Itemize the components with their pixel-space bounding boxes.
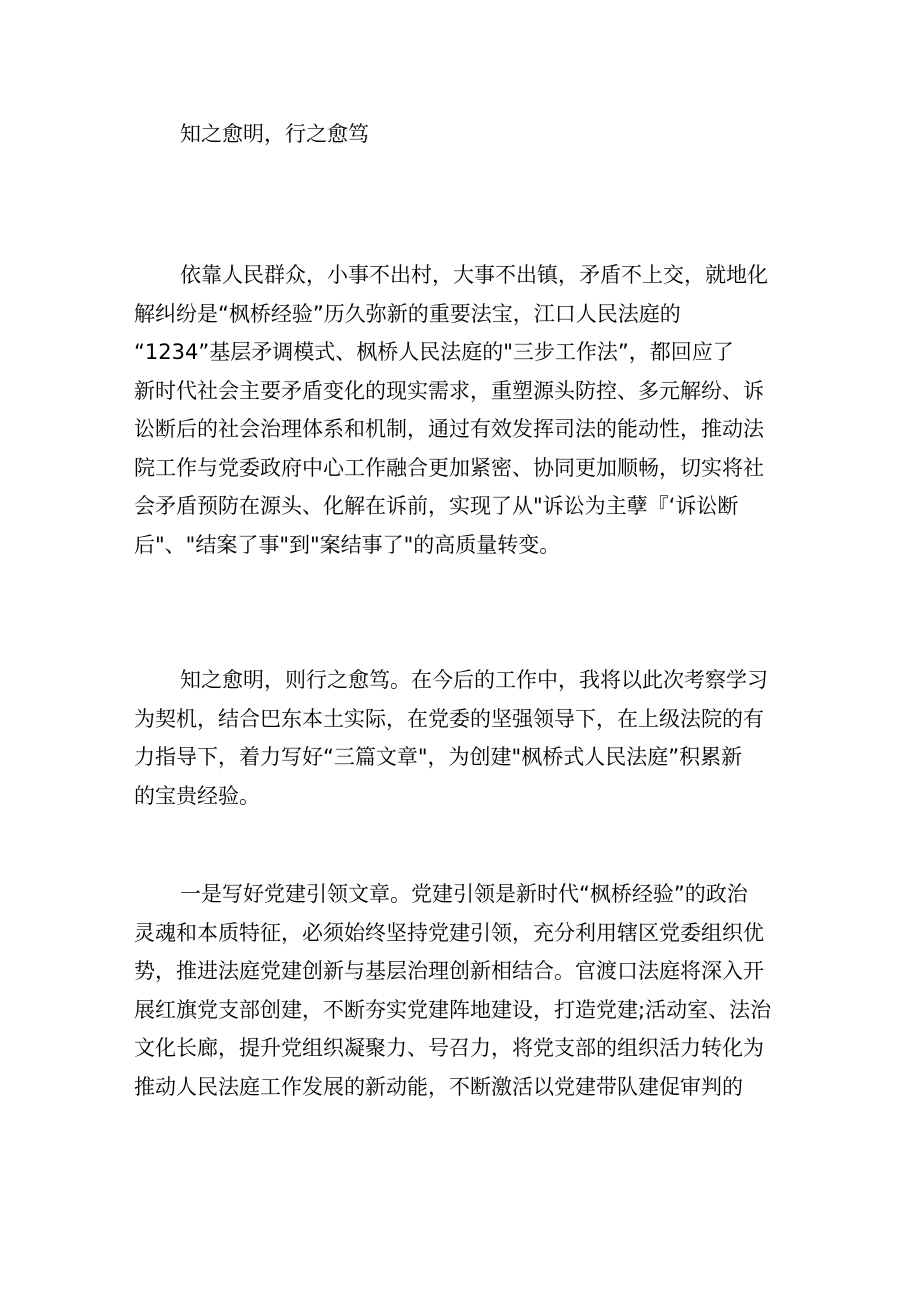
text-line: 会矛盾预防在源头、化解在诉前，实现了从"诉讼为主孽『‘诉讼断: [134, 494, 739, 518]
text-line: 展红旗党支部创建，不断夯实党建阵地建设，打造党建;活动室、法治: [134, 997, 772, 1022]
text-line: 新时代社会主要矛盾变化的现实需求，重塑源头防控、多元解纷、诉: [134, 378, 764, 403]
text-line: 依靠人民群众，小事不出村，大事不出镇，矛盾不上交，就地化: [180, 263, 768, 287]
text-line: “1234”基层矛调模式、枫桥人民法庭的"三步工作法”，都回应了: [134, 340, 734, 364]
paragraph-1: [134, 256, 814, 564]
text-line: 灵魂和本质特征，必须始终坚持党建引领，充分利用辖区党委组织优: [134, 920, 764, 945]
text-line: 后"、"结案了事"到"案结事了"的高质量转变。: [134, 532, 561, 557]
paragraph-3: [134, 875, 814, 1106]
text-line: 推动人民法庭工作发展的新动能，不断激活以党建带队建促审判的: [134, 1074, 743, 1099]
text-line: 知之愈明，则行之愈笃。在今后的工作中，我将以此次考察学习: [180, 668, 768, 692]
text-line: 文化长廊，提升党组织凝聚力、号召力，将党支部的组织活力转化为: [134, 1036, 764, 1060]
text-line: 院工作与党委政府中心工作融合更加紧密、协同更加顺畅，切实将社: [134, 455, 764, 480]
text-line: 势，推进法庭党建创新与基层治理创新相结合。官渡口法庭将深入开: [134, 959, 764, 983]
text-line: 讼断后的社会治理体系和机制，通过有效发挥司法的能动性，推动法: [134, 417, 764, 441]
text-line: 解纠纷是“枫桥经验”历久弥新的重要法宝，江口人民法庭的: [134, 301, 681, 326]
text-line: 一是写好党建引领文章。党建引领是新时代“枫桥经验”的政治: [180, 882, 748, 906]
text-line: 为契机，结合巴东本土实际，在党委的坚强领导下，在上级法院的有: [134, 706, 764, 731]
text-line: 的宝贵经验。: [134, 783, 260, 808]
paragraph-2: [134, 661, 814, 815]
document-title: 知之愈明，行之愈笃: [180, 122, 369, 146]
text-line: 力指导下，着力写好“三篇文章"，为创建"枫桥式人民法庭”积累新: [134, 745, 743, 769]
